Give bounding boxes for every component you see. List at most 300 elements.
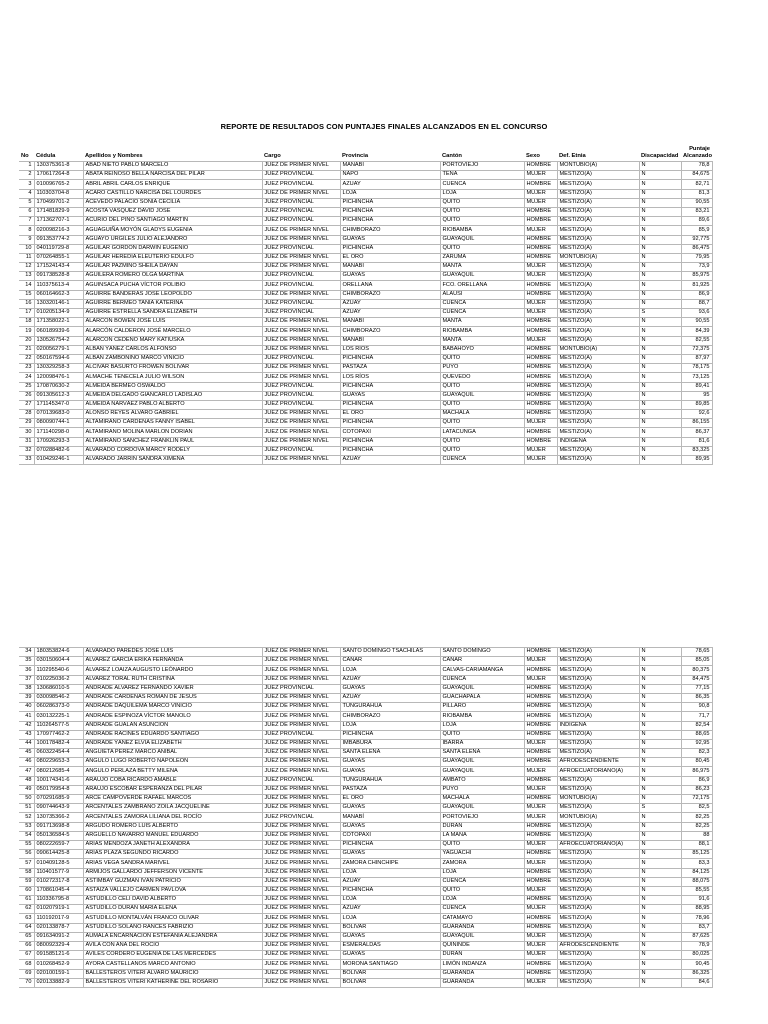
puntaje-cell: 80,025 [681,951,712,960]
cargo-cell: JUEZ PROVINCIAL [262,180,340,189]
cedula-cell: 170617264-8 [34,171,83,180]
nombre-cell: AYORA CASTELLANOS MARCO ANTONIO [83,960,262,969]
provincia-cell: SANTO DOMINGO TSACHILAS [340,648,440,657]
puntaje-cell: 87,97 [681,354,712,363]
discapacidad-cell: N [639,730,681,739]
provincia-cell: AZUAY [340,877,440,886]
nombre-cell: AGUILERA ROMERO OLGA MARTINA [83,272,262,281]
row-number: 60 [19,886,34,895]
cedula-cell: 090744643-9 [34,804,83,813]
cedula-cell: 171358022-1 [34,318,83,327]
table-row [19,703,712,712]
canton-cell: QUITO [440,244,524,253]
canton-cell: QUITO [440,207,524,216]
sexo-cell: HOMBRE [524,290,557,299]
row-number: 69 [19,969,34,978]
header-puntaje-line1: Puntaje [689,146,710,152]
puntaje-cell: 80,45 [681,758,712,767]
table-row [19,290,712,299]
provincia-cell: GUAYAS [340,822,440,831]
etnia-cell: INDIGENA [557,721,639,730]
row-number: 37 [19,675,34,684]
header-provincia: Provincia [340,146,440,162]
provincia-cell: SANTA ELENA [340,749,440,758]
nombre-cell: ÁLVAREZ GARCÍA ERIKA FERNANDA [83,657,262,666]
sexo-cell: HOMBRE [524,364,557,373]
cedula-cell: 091634091-2 [34,932,83,941]
sexo-cell: MUJER [524,675,557,684]
provincia-cell: GUAYAS [340,684,440,693]
row-number: 62 [19,905,34,914]
row-number: 46 [19,758,34,767]
cedula-cell: 170861045-4 [34,886,83,895]
cargo-cell: JUEZ PROVINCIAL [262,299,340,308]
table-row [19,877,712,886]
nombre-cell: ALBÁN YÁNEZ CARLOS ALFONSO [83,345,262,354]
nombre-cell: AGUIRRE BANDERAS JOSÉ LEOPOLDO [83,290,262,299]
nombre-cell: ASTUDILLO MONTALVÁN FRANCO OLIVAR [83,914,262,923]
nombre-cell: AGUIRRE BERMEO TANIA KATERINA [83,299,262,308]
discapacidad-cell: N [639,850,681,859]
canton-cell: PUYO [440,785,524,794]
row-number: 64 [19,923,34,932]
puntaje-cell: 85,125 [681,850,712,859]
canton-cell: GUAYAQUIL [440,767,524,776]
cedula-cell: 110375613-4 [34,281,83,290]
cedula-cell: 100174341-6 [34,776,83,785]
canton-cell: GUACHAPALA [440,693,524,702]
sexo-cell: HOMBRE [524,180,557,189]
cedula-cell: 080222659-7 [34,840,83,849]
row-number: 22 [19,354,34,363]
table-row [19,850,712,859]
row-number: 68 [19,960,34,969]
table-row [19,189,712,198]
discapacidad-cell: N [639,877,681,886]
cedula-cell: 091738528-8 [34,272,83,281]
cargo-cell: JUEZ DE PRIMER NIVEL [262,905,340,914]
table-row [19,776,712,785]
cedula-cell: 010096765-2 [34,180,83,189]
discapacidad-cell: N [639,437,681,446]
row-number: 70 [19,978,34,987]
table-row [19,345,712,354]
provincia-cell: BOLÍVAR [340,969,440,978]
sexo-cell: HOMBRE [524,730,557,739]
table-row [19,171,712,180]
cedula-cell: 171524143-4 [34,263,83,272]
nombre-cell: ALTAMIRANO MOLINA MARLON DORIAN [83,428,262,437]
canton-cell: QUEVEDO [440,373,524,382]
row-number: 52 [19,813,34,822]
sexo-cell: HOMBRE [524,373,557,382]
sexo-cell: MUJER [524,657,557,666]
table-row [19,804,712,813]
canton-cell: GUAYAQUIL [440,804,524,813]
sexo-cell: HOMBRE [524,318,557,327]
header-cedula: Cédula [34,146,83,162]
cedula-cell: 171140298-0 [34,428,83,437]
provincia-cell: CHIMBORAZO [340,226,440,235]
etnia-cell: MESTIZO(A) [557,666,639,675]
cargo-cell: JUEZ DE PRIMER NIVEL [262,767,340,776]
provincia-cell: PICHINCHA [340,730,440,739]
provincia-cell: GUAYAS [340,932,440,941]
provincia-cell: PICHINCHA [340,840,440,849]
table-row [19,684,712,693]
sexo-cell: MUJER [524,171,557,180]
row-number: 56 [19,850,34,859]
canton-cell: GUAYAQUIL [440,235,524,244]
etnia-cell: MESTIZO(A) [557,657,639,666]
cargo-cell: JUEZ DE PRIMER NIVEL [262,189,340,198]
discapacidad-cell: N [639,785,681,794]
canton-cell: CUENCA [440,180,524,189]
cargo-cell: JUEZ PROVINCIAL [262,244,340,253]
cedula-cell: 010205134-9 [34,309,83,318]
discapacidad-cell: N [639,648,681,657]
table-row [19,272,712,281]
discapacidad-cell: N [639,364,681,373]
puntaje-cell: 89,85 [681,400,712,409]
puntaje-cell: 78,65 [681,648,712,657]
cargo-cell: JUEZ DE PRIMER NIVEL [262,804,340,813]
cedula-cell: 130329258-3 [34,364,83,373]
discapacidad-cell: N [639,180,681,189]
cargo-cell: JUEZ DE PRIMER NIVEL [262,675,340,684]
header-sexo: Sexo [524,146,557,162]
etnia-cell: MESTIZO(A) [557,712,639,721]
sexo-cell: HOMBRE [524,345,557,354]
nombre-cell: ANGULO LUGO ROBERTO NAPOLEÓN [83,758,262,767]
header-puntaje [681,146,712,162]
discapacidad-cell: N [639,327,681,336]
sexo-cell: HOMBRE [524,400,557,409]
discapacidad-cell: N [639,868,681,877]
puntaje-cell: 86,325 [681,969,712,978]
puntaje-cell: 82,54 [681,721,712,730]
canton-cell: IBARRA [440,739,524,748]
sexo-cell: HOMBRE [524,437,557,446]
nombre-cell: AGUILAR PAZMIÑO SHEILA DAYAN [83,263,262,272]
cedula-cell: 080212685-4 [34,767,83,776]
puntaje-cell: 90,55 [681,318,712,327]
table-row [19,905,712,914]
cargo-cell: JUEZ PROVINCIAL [262,217,340,226]
row-number: 48 [19,776,34,785]
puntaje-cell: 86,9 [681,776,712,785]
provincia-cell: MANABÍ [340,263,440,272]
nombre-cell: ALTAMIRANO CÁRDENAS FANNY ISABEL [83,419,262,428]
etnia-cell: MESTIZO(A) [557,886,639,895]
provincia-cell: LOJA [340,914,440,923]
table-row [19,730,712,739]
canton-cell: QUITO [440,217,524,226]
sexo-cell: HOMBRE [524,969,557,978]
etnia-cell: MESTIZO(A) [557,932,639,941]
canton-cell: GUARANDA [440,978,524,987]
cedula-cell: 040119729-8 [34,244,83,253]
cedula-cell: 171145347-0 [34,400,83,409]
sexo-cell: MUJER [524,189,557,198]
etnia-cell: MESTIZO(A) [557,327,639,336]
nombre-cell: ARMIJOS GALLARDO JEFFERSON VICENTE [83,868,262,877]
nombre-cell: ALONSO REYES ÁLVARO GABRIEL [83,410,262,419]
sexo-cell: MUJER [524,813,557,822]
discapacidad-cell: N [639,776,681,785]
canton-cell: CUENCA [440,309,524,318]
cargo-cell: JUEZ DE PRIMER NIVEL [262,932,340,941]
sexo-cell: MUJER [524,419,557,428]
nombre-cell: ANDRADE RACINES EDUARDO SANTIAGO [83,730,262,739]
table-row [19,648,712,657]
row-number: 28 [19,410,34,419]
sexo-cell: MUJER [524,198,557,207]
nombre-cell: ACURIO DEL PINO SANTIAGO MARTÍN [83,217,262,226]
cargo-cell: JUEZ PROVINCIAL [262,776,340,785]
cargo-cell: JUEZ PROVINCIAL [262,207,340,216]
etnia-cell: AFROECUATORIANO(A) [557,767,639,776]
discapacidad-cell: N [639,189,681,198]
canton-cell: ZARUMA [440,253,524,262]
provincia-cell: COTOPAXI [340,428,440,437]
etnia-cell: MESTIZO(A) [557,244,639,253]
etnia-cell: MESTIZO(A) [557,877,639,886]
cedula-cell: 130686010-5 [34,684,83,693]
provincia-cell: ZAMORA CHINCHIPE [340,859,440,868]
canton-cell: LIMÓN INDANZA [440,960,524,969]
canton-cell: MACHALA [440,795,524,804]
row-number: 13 [19,272,34,281]
nombre-cell: ASTUDILLO DURÁN MARÍA ELENA [83,905,262,914]
puntaje-cell: 86,35 [681,693,712,702]
row-number: 25 [19,382,34,391]
discapacidad-cell: N [639,345,681,354]
cedula-cell: 080229653-3 [34,758,83,767]
discapacidad-cell: N [639,244,681,253]
cargo-cell: JUEZ DE PRIMER NIVEL [262,914,340,923]
sexo-cell: HOMBRE [524,281,557,290]
nombre-cell: ALARCÓN CALDERON JOSÉ MARCELO [83,327,262,336]
etnia-cell: MESTIZO(A) [557,217,639,226]
discapacidad-cell: N [639,171,681,180]
canton-cell: QUITO [440,730,524,739]
provincia-cell: AZUAY [340,299,440,308]
nombre-cell: AVILÉS CORDERO EUGENIA DE LAS MERCEDES [83,951,262,960]
cargo-cell: JUEZ DE PRIMER NIVEL [262,162,340,171]
table-row [19,813,712,822]
etnia-cell: MESTIZO(A) [557,675,639,684]
puntaje-cell: 88,7 [681,299,712,308]
cargo-cell: JUEZ PROVINCIAL [262,382,340,391]
table-row [19,795,712,804]
row-number: 43 [19,730,34,739]
cargo-cell: JUEZ DE PRIMER NIVEL [262,822,340,831]
provincia-cell: CAÑAR [340,657,440,666]
cedula-cell: 091305612-3 [34,391,83,400]
discapacidad-cell: N [639,253,681,262]
table-row [19,226,712,235]
nombre-cell: AVILA CON ANA DEL ROCÍO [83,942,262,951]
cargo-cell: JUEZ PROVINCIAL [262,813,340,822]
etnia-cell: MESTIZO(A) [557,428,639,437]
discapacidad-cell: N [639,795,681,804]
puntaje-cell: 88,65 [681,730,712,739]
canton-cell: QUITO [440,198,524,207]
cargo-cell: JUEZ DE PRIMER NIVEL [262,693,340,702]
table-row [19,896,712,905]
table-row [19,391,712,400]
table-header [19,146,712,162]
cargo-cell: JUEZ DE PRIMER NIVEL [262,253,340,262]
table-row [19,309,712,318]
cedula-cell: 070291685-9 [34,795,83,804]
cargo-cell: JUEZ DE PRIMER NIVEL [262,951,340,960]
etnia-cell: MESTIZO(A) [557,299,639,308]
provincia-cell: MANABÍ [340,318,440,327]
etnia-cell: MESTIZO(A) [557,850,639,859]
canton-cell: LA MANA [440,831,524,840]
cedula-cell: 060164662-3 [34,290,83,299]
table-row [19,428,712,437]
table-row [19,758,712,767]
cedula-cell: 070288482-6 [34,446,83,455]
discapacidad-cell: N [639,235,681,244]
cargo-cell: JUEZ DE PRIMER NIVEL [262,795,340,804]
canton-cell: MANTA [440,318,524,327]
cedula-cell: 070264855-1 [34,253,83,262]
provincia-cell: GUAYAS [340,758,440,767]
nombre-cell: ARGUELLO NAVARRO MANUEL EDUARDO [83,831,262,840]
cedula-cell: 110192017-9 [34,914,83,923]
discapacidad-cell: N [639,914,681,923]
etnia-cell: MESTIZO(A) [557,960,639,969]
canton-cell: CATAMAYO [440,914,524,923]
provincia-cell: GUAYAS [340,951,440,960]
row-number: 54 [19,831,34,840]
puntaje-cell: 86,975 [681,767,712,776]
cedula-cell: 060286373-0 [34,703,83,712]
canton-cell: GUAYAQUIL [440,758,524,767]
etnia-cell: MESTIZO(A) [557,391,639,400]
table-row [19,217,712,226]
provincia-cell: TUNGURAHUA [340,703,440,712]
sexo-cell: HOMBRE [524,822,557,831]
cargo-cell: JUEZ DE PRIMER NIVEL [262,336,340,345]
cargo-cell: JUEZ DE PRIMER NIVEL [262,758,340,767]
row-number: 7 [19,217,34,226]
sexo-cell: HOMBRE [524,162,557,171]
etnia-cell: MESTIZO(A) [557,235,639,244]
puntaje-cell: 89,6 [681,217,712,226]
cedula-cell: 100178482-4 [34,739,83,748]
row-number: 4 [19,189,34,198]
canton-cell: ZAMORA [440,859,524,868]
discapacidad-cell: N [639,859,681,868]
puntaje-cell: 78,96 [681,914,712,923]
table-row [19,721,712,730]
nombre-cell: ARIAS VEGA SANDRA MARIVEL [83,859,262,868]
etnia-cell: MESTIZO(A) [557,263,639,272]
provincia-cell: PICHINCHA [340,437,440,446]
row-number: 5 [19,198,34,207]
provincia-cell: CHIMBORAZO [340,290,440,299]
cedula-cell: 010409128-5 [34,859,83,868]
etnia-cell: MESTIZO(A) [557,896,639,905]
puntaje-cell: 80,375 [681,666,712,675]
provincia-cell: MANABÍ [340,336,440,345]
cargo-cell: JUEZ DE PRIMER NIVEL [262,364,340,373]
nombre-cell: ABAD NIETO PABLO MARCELO [83,162,262,171]
sexo-cell: HOMBRE [524,795,557,804]
cedula-cell: 091353774-2 [34,235,83,244]
nombre-cell: ABATA REINOSO BELLA NARCISA DEL PILAR [83,171,262,180]
cargo-cell: JUEZ DE PRIMER NIVEL [262,886,340,895]
etnia-cell: MESTIZO(A) [557,739,639,748]
provincia-cell: LOS RÍOS [340,373,440,382]
discapacidad-cell: N [639,373,681,382]
nombre-cell: ACOSTA VÁSQUEZ DAVID JOSÉ [83,207,262,216]
puntaje-cell: 77,15 [681,684,712,693]
cargo-cell: JUEZ DE PRIMER NIVEL [262,739,340,748]
canton-cell: GUAYAQUIL [440,684,524,693]
etnia-cell: MESTIZO(A) [557,693,639,702]
etnia-cell: MESTIZO(A) [557,410,639,419]
sexo-cell: HOMBRE [524,684,557,693]
provincia-cell: PICHINCHA [340,446,440,455]
canton-cell: GUARANDA [440,969,524,978]
cargo-cell: JUEZ DE PRIMER NIVEL [262,721,340,730]
canton-cell: MANTA [440,263,524,272]
canton-cell: CALVAS-CARIAMANGA [440,666,524,675]
cargo-cell: JUEZ PROVINCIAL [262,198,340,207]
row-number: 18 [19,318,34,327]
puntaje-cell: 81,925 [681,281,712,290]
puntaje-cell: 84,6 [681,978,712,987]
discapacidad-cell: N [639,684,681,693]
sexo-cell: HOMBRE [524,914,557,923]
sexo-cell: MUJER [524,299,557,308]
table-body-page-2 [19,648,712,988]
etnia-cell: MESTIZO(A) [557,309,639,318]
nombre-cell: AGUILAR GORDÓN DARWIN EUGENIO [83,244,262,253]
row-number: 39 [19,693,34,702]
row-number: 63 [19,914,34,923]
canton-cell: CUENCA [440,877,524,886]
sexo-cell: HOMBRE [524,648,557,657]
row-number: 51 [19,804,34,813]
sexo-cell: MUJER [524,785,557,794]
discapacidad-cell: N [639,226,681,235]
etnia-cell: MESTIZO(A) [557,373,639,382]
cargo-cell: JUEZ DE PRIMER NIVEL [262,648,340,657]
sexo-cell: HOMBRE [524,749,557,758]
sexo-cell: HOMBRE [524,960,557,969]
nombre-cell: ARAUJO COBA RICARDO AMABLE [83,776,262,785]
discapacidad-cell: N [639,446,681,455]
row-number: 61 [19,896,34,905]
discapacidad-cell: N [639,896,681,905]
discapacidad-cell: N [639,822,681,831]
sexo-cell: HOMBRE [524,391,557,400]
canton-cell: LOJA [440,189,524,198]
nombre-cell: ALMEIDA DELGADO GIANCARLO LADISLAO [83,391,262,400]
puntaje-cell: 82,25 [681,822,712,831]
puntaje-cell: 82,55 [681,336,712,345]
cargo-cell: JUEZ DE PRIMER NIVEL [262,263,340,272]
nombre-cell: AGUILAR HEREDIA ELEUTERIO EDULFO [83,253,262,262]
provincia-cell: GUAYAS [340,850,440,859]
